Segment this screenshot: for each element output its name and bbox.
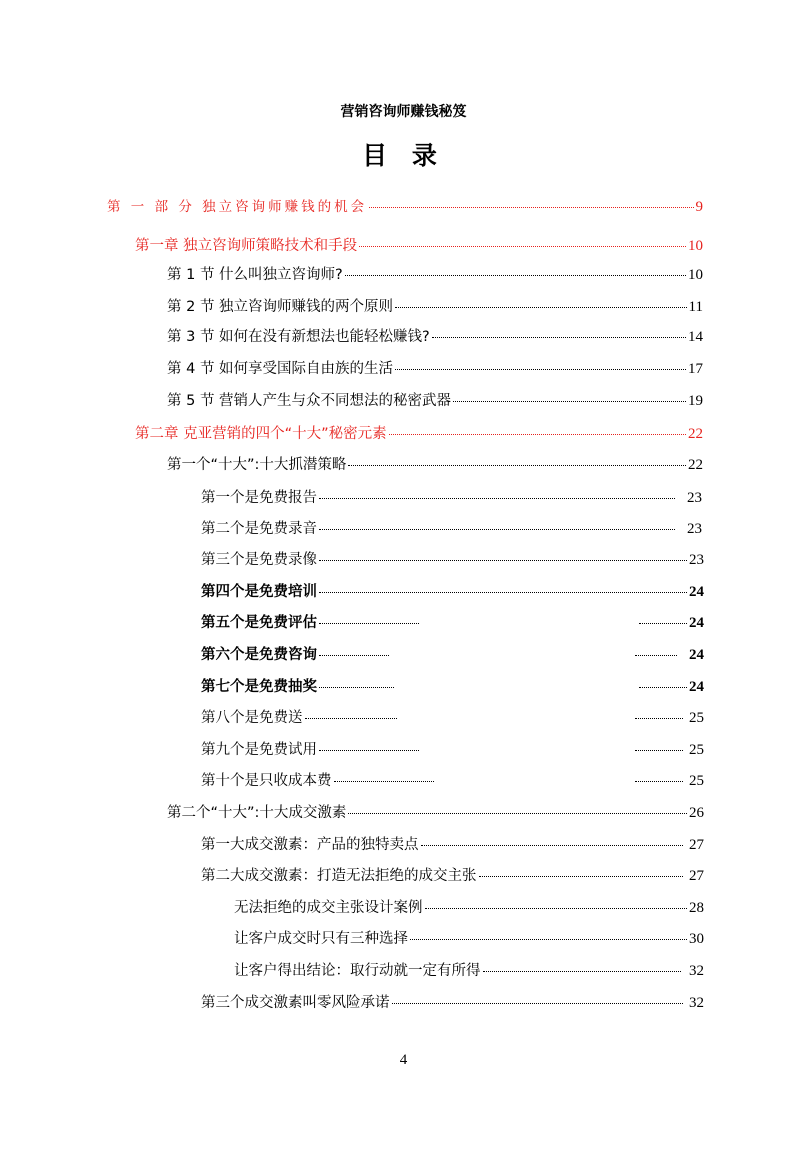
toc-entry-subitem[interactable] — [234, 896, 704, 917]
toc-entry-title: 第十个是只收成本费 — [201, 773, 332, 789]
toc-entry-title: 第一个是免费报告 — [201, 490, 317, 506]
dot-leader — [639, 623, 687, 624]
toc-entry-title: 第二章 克亚营销的四个“十大”秘密元素 — [135, 426, 387, 442]
toc-entry-page: 22 — [688, 457, 703, 473]
dot-leader — [319, 560, 687, 561]
toc-entry-page: 10 — [688, 267, 703, 283]
toc-entry-page: 24 — [689, 679, 704, 695]
dot-leader — [348, 813, 687, 814]
toc-entry-page: 32 — [689, 963, 704, 979]
toc-entry-title: 第二个“十大”:十大成交激素 — [167, 805, 347, 821]
dot-leader — [369, 207, 693, 208]
dot-leader — [348, 465, 686, 466]
toc-entry-page: 25 — [689, 773, 704, 789]
toc-entry-title: 第八个是免费送 — [201, 710, 303, 726]
toc-entry-item[interactable] — [201, 643, 704, 664]
toc-entry-page: 10 — [688, 238, 703, 254]
dot-leader — [319, 498, 675, 499]
dot-leader — [319, 623, 419, 624]
toc-entry-title: 第 4 节 如何享受国际自由族的生活 — [167, 361, 394, 377]
dot-leader — [319, 687, 394, 688]
book-title: 营销咨询师赚钱秘笈 — [340, 104, 467, 120]
dot-leader — [345, 275, 686, 276]
toc-entry-section-2[interactable] — [167, 295, 703, 316]
toc-entry-subsection[interactable] — [167, 801, 704, 822]
dot-leader — [319, 655, 389, 656]
toc-entry-item[interactable] — [201, 833, 704, 854]
toc-entry-subitem[interactable] — [234, 927, 704, 948]
toc-entry-title: 第七个是免费抽奖 — [201, 679, 317, 695]
toc-entry-section-3[interactable] — [167, 325, 703, 346]
toc-entry-item[interactable] — [201, 611, 704, 632]
toc-entry-subitem[interactable] — [234, 959, 704, 980]
toc-entry-title: 第三个成交激素叫零风险承诺 — [201, 995, 390, 1011]
toc-heading: 目 录 — [362, 141, 445, 170]
toc-entry-item[interactable] — [201, 864, 704, 885]
dot-leader — [425, 908, 688, 909]
toc-entry-title: 第五个是免费评估 — [201, 615, 317, 631]
toc-entry-title: 第二大成交激素：打造无法拒绝的成交主张 — [201, 868, 477, 884]
toc-entry-page: 11 — [688, 299, 703, 315]
dot-leader — [421, 845, 684, 846]
toc-entry-title: 第 一 部 分 独立咨询师赚钱的机会 — [107, 199, 368, 215]
toc-entry-page: 17 — [688, 361, 703, 377]
toc-entry-item[interactable] — [201, 675, 704, 696]
toc-entry-section-1[interactable] — [167, 263, 703, 284]
toc-entry-page: 25 — [689, 742, 704, 758]
toc-entry-title: 第六个是免费咨询 — [201, 647, 317, 663]
toc-entry-page: 14 — [688, 329, 703, 345]
toc-entry-item[interactable] — [201, 580, 704, 601]
dot-leader — [319, 529, 675, 530]
dot-leader — [635, 718, 683, 719]
toc-entry-item[interactable] — [201, 769, 704, 790]
toc-entry-page: 25 — [689, 710, 704, 726]
toc-entry-page: 22 — [688, 426, 703, 442]
toc-entry-page: 27 — [689, 868, 704, 884]
toc-entry-page: 28 — [689, 900, 704, 916]
dot-leader — [319, 750, 419, 751]
toc-entry-title: 第二个是免费录音 — [201, 521, 317, 537]
toc-entry-title: 第一个“十大”:十大抓潜策略 — [167, 457, 347, 473]
toc-entry-title: 第 2 节 独立咨询师赚钱的两个原则 — [167, 299, 394, 315]
page-number: 4 — [399, 1052, 408, 1068]
toc-entry-page: 23 — [687, 521, 702, 537]
toc-entry-title: 第 5 节 营销人产生与众不同想法的秘密武器 — [167, 393, 452, 409]
toc-entry-title: 第九个是免费试用 — [201, 742, 317, 758]
dot-leader — [635, 781, 683, 782]
dot-leader — [453, 401, 686, 402]
toc-entry-title: 第四个是免费培训 — [201, 584, 317, 600]
toc-entry-page: 24 — [689, 647, 704, 663]
dot-leader — [319, 592, 687, 593]
toc-entry-page: 27 — [689, 837, 704, 853]
dot-leader — [483, 971, 682, 972]
toc-entry-page: 9 — [695, 199, 703, 215]
toc-entry-page: 32 — [689, 995, 704, 1011]
dot-leader — [334, 781, 434, 782]
dot-leader — [359, 246, 686, 247]
toc-entry-page: 26 — [689, 805, 704, 821]
toc-entry-title: 让客户成交时只有三种选择 — [234, 931, 408, 947]
dot-leader — [635, 750, 683, 751]
toc-entry-item[interactable] — [201, 991, 704, 1012]
toc-entry-title: 第三个是免费录像 — [201, 552, 317, 568]
toc-entry-chapter-2[interactable] — [135, 422, 703, 443]
toc-entry-item[interactable] — [201, 548, 704, 569]
toc-entry-item[interactable] — [201, 486, 702, 507]
toc-entry-page: 24 — [689, 615, 704, 631]
toc-entry-title: 第 1 节 什么叫独立咨询师? — [167, 267, 343, 283]
dot-leader — [395, 369, 686, 370]
dot-leader — [392, 1003, 684, 1004]
toc-entry-page: 19 — [688, 393, 703, 409]
toc-entry-part-1[interactable] — [107, 195, 703, 216]
dot-leader — [432, 337, 686, 338]
toc-entry-title: 第一章 独立咨询师策略技术和手段 — [135, 238, 358, 254]
toc-entry-item[interactable] — [201, 706, 704, 727]
toc-entry-subsection[interactable] — [167, 453, 703, 474]
toc-entry-item[interactable] — [201, 517, 702, 538]
toc-entry-item[interactable] — [201, 738, 704, 759]
toc-entry-section-5[interactable] — [167, 389, 703, 410]
dot-leader — [635, 655, 677, 656]
toc-entry-page: 30 — [689, 931, 704, 947]
dot-leader — [389, 434, 686, 435]
dot-leader — [410, 939, 687, 940]
toc-entry-page: 23 — [687, 490, 702, 506]
dot-leader — [479, 876, 684, 877]
dot-leader — [395, 307, 686, 308]
toc-entry-chapter-1[interactable] — [135, 234, 703, 255]
toc-entry-page: 23 — [689, 552, 704, 568]
toc-entry-section-4[interactable] — [167, 357, 703, 378]
toc-entry-page: 24 — [689, 584, 704, 600]
dot-leader — [305, 718, 397, 719]
toc-entry-title: 第一大成交激素：产品的独特卖点 — [201, 837, 419, 853]
dot-leader — [639, 687, 687, 688]
toc-entry-title: 让客户得出结论：取行动就一定有所得 — [234, 963, 481, 979]
toc-entry-title: 第 3 节 如何在没有新想法也能轻松赚钱? — [167, 329, 430, 345]
toc-entry-title: 无法拒绝的成交主张设计案例 — [234, 900, 423, 916]
